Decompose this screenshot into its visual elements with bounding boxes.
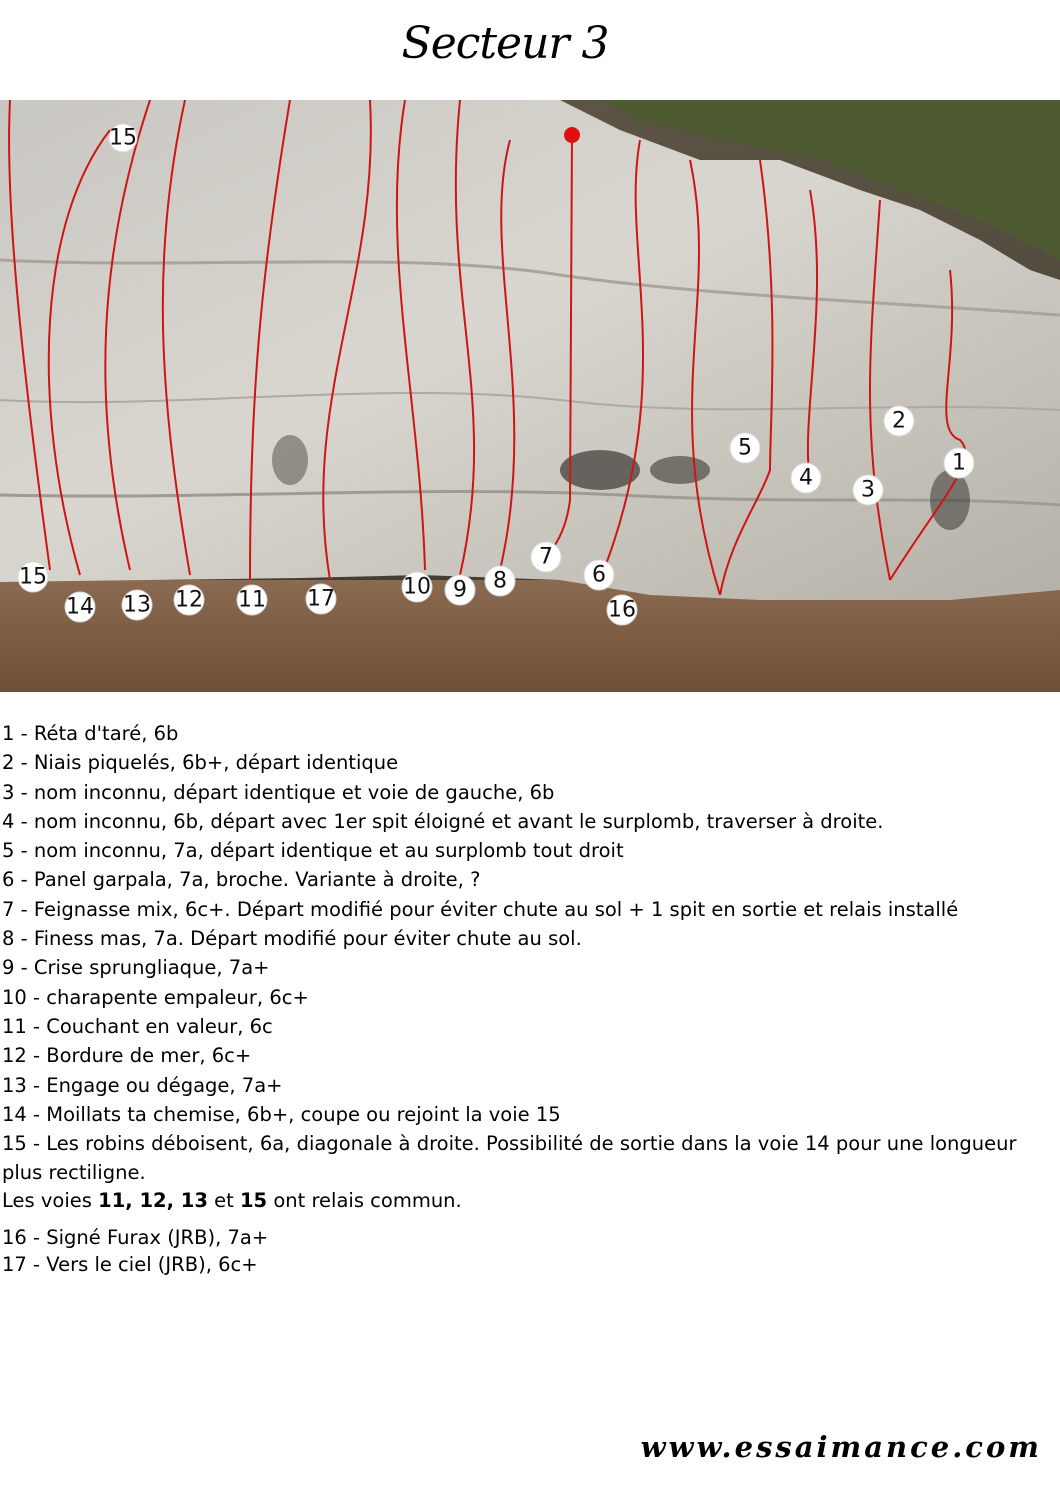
route-item: 5 - nom inconnu, 7a, départ identique et au surplomb tout droit — [2, 839, 624, 863]
route-marker — [884, 406, 914, 436]
note-bold-route: 15 — [239, 1189, 268, 1212]
route-marker — [109, 124, 137, 152]
svg-text:5: 5 — [738, 435, 752, 461]
route-item: 2 - Niais piquelés, 6b+, départ identique — [2, 751, 399, 775]
svg-text:10: 10 — [403, 574, 431, 600]
route-list — [0, 719, 1060, 1188]
extra-route-list — [0, 1224, 268, 1278]
note-suffix: ont relais commun. — [267, 1189, 462, 1212]
svg-text:3: 3 — [861, 477, 875, 503]
svg-text:16: 16 — [608, 597, 636, 623]
route-item: 10 - charapente empaleur, 6c+ — [2, 985, 309, 1009]
route-marker — [791, 463, 821, 493]
svg-text:17: 17 — [307, 586, 335, 612]
route-marker — [122, 590, 152, 620]
route-item: 14 - Moillats ta chemise, 6b+, coupe ou rejoint la voie 15 — [2, 1102, 561, 1126]
anchor-dot — [564, 127, 580, 143]
svg-text:8: 8 — [493, 568, 507, 594]
svg-text:7: 7 — [539, 544, 553, 570]
route-marker — [944, 448, 974, 478]
route-marker — [65, 592, 95, 622]
route-item: 8 - Finess mas, 7a. Départ modifié pour éviter chute au sol. — [2, 927, 582, 951]
website-footer: www.essaimance.com — [640, 1430, 1042, 1464]
svg-text:6: 6 — [592, 562, 606, 588]
route-marker — [18, 562, 48, 592]
route-item: 17 - Vers le ciel (JRB), 6c+ — [2, 1253, 258, 1276]
route-marker — [485, 566, 515, 596]
shared-anchor-note — [2, 1186, 462, 1215]
svg-text:1: 1 — [952, 450, 966, 476]
route-marker — [584, 560, 614, 590]
route-marker — [853, 475, 883, 505]
note-bold-routes: 11, 12, 13 — [98, 1189, 208, 1212]
route-item: 3 - nom inconnu, départ identique et voie de gauche, 6b — [2, 780, 555, 804]
route-marker — [237, 585, 267, 615]
route-marker — [607, 595, 637, 625]
route-item: 7 - Feignasse mix, 6c+. Départ modifié pour éviter chute au sol + 1 spit en sortie et relais installé — [2, 897, 959, 921]
svg-text:15: 15 — [109, 125, 137, 151]
svg-text:9: 9 — [453, 577, 467, 603]
crag-photo — [0, 100, 1060, 692]
route-marker — [306, 584, 336, 614]
route-marker — [174, 585, 204, 615]
route-item: 12 - Bordure de mer, 6c+ — [2, 1044, 252, 1068]
svg-text:15: 15 — [19, 564, 47, 590]
svg-text:12: 12 — [175, 587, 203, 613]
route-item: 9 - Crise sprungliaque, 7a+ — [2, 956, 270, 980]
svg-text:13: 13 — [123, 592, 151, 618]
route-item: 1 - Réta d'taré, 6b — [2, 722, 179, 745]
svg-text:4: 4 — [799, 465, 813, 491]
route-item: 16 - Signé Furax (JRB), 7a+ — [2, 1226, 269, 1249]
route-item: 6 - Panel garpala, 7a, broche. Variante à droite, ? — [2, 868, 481, 892]
route-item: 13 - Engage ou dégage, 7a+ — [2, 1073, 283, 1097]
route-item: 11 - Couchant en valeur, 6c — [2, 1014, 273, 1038]
route-marker — [402, 572, 432, 602]
route-marker — [730, 433, 760, 463]
route-marker — [531, 542, 561, 572]
svg-text:11: 11 — [238, 587, 266, 613]
route-item: 15 - Les robins déboisent, 6a, diagonale à droite. Possibilité de sortie dans la voie 14 pour une longueur plus rectiligne. — [2, 1132, 1017, 1185]
route-marker — [445, 575, 475, 605]
route-item: 4 - nom inconnu, 6b, départ avec 1er spit éloigné et avant le surplomb, traverser à droite. — [2, 809, 884, 833]
svg-text:2: 2 — [892, 408, 906, 434]
note-mid: et — [207, 1189, 240, 1212]
svg-text:14: 14 — [66, 594, 94, 620]
note-prefix: Les voies — [2, 1189, 99, 1212]
page-title: Secteur 3 — [401, 18, 609, 69]
